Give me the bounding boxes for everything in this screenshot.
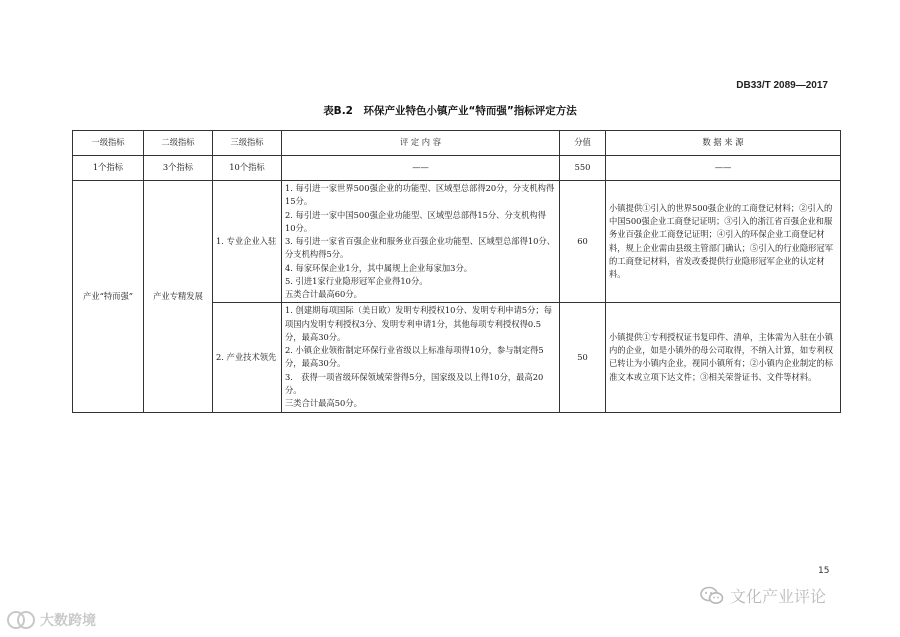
table-row — [73, 181, 841, 303]
summary-level1: 1个指标 — [73, 156, 144, 181]
summary-content: —— — [282, 156, 560, 181]
source-cell — [606, 303, 841, 412]
criterion-cell: 1. 专业企业入驻 — [213, 181, 282, 303]
rule-line: 5. 引进1家行业隐形冠军企业得10分。 — [285, 275, 428, 286]
watermark-logo-icon — [6, 610, 36, 630]
rule-line: 五类合计最高60分。 — [285, 289, 362, 300]
level2-cell: 产业专精发展 — [144, 181, 213, 413]
rule-line: 2. 小镇企业领衔制定环保行业省级以上标准每项得10分，参与制定得5分，最高30分。 — [285, 345, 544, 369]
watermark-left — [6, 610, 96, 630]
watermark-left-text: 大数跨境 — [40, 613, 96, 629]
table-title: 表B.2 环保产业特色小镇产业“特而强”指标评定方法 — [323, 105, 577, 117]
rule-line: 4. 每家环保企业1分，其中属规上企业每家加3分。 — [285, 262, 473, 273]
rule-line: 1. 每引进一家世界500强企业的功能型、区域型总部得20分，分支机构得15分。 — [285, 183, 555, 207]
rule-line: 3. 获得一项省级环保领域荣誉得5分，国家级及以上得10分，最高20分。 — [285, 371, 544, 395]
criterion-cell: 2. 产业技术领先 — [213, 303, 282, 412]
score-cell: 50 — [560, 303, 606, 412]
rule-line: 1. 创建期每项国际（美日欧）发明专利授权10分、发明专利申请5分；每项国内发明专利授权3分、发明专利申请1分，其他每项专利授权得0.5分，最高30分。 — [285, 305, 553, 342]
summary-row — [73, 156, 841, 181]
col-header-level2: 二级指标 — [144, 131, 213, 156]
rules-cell — [282, 303, 560, 412]
col-header-source: 数 据 来 源 — [606, 131, 841, 156]
header-row — [73, 131, 841, 156]
rule-line: 2. 每引进一家中国500强企业功能型、区域型总部得15分、分支机构得10分。 — [285, 209, 546, 233]
rule-line: 三类合计最高50分。 — [285, 398, 362, 409]
level1-cell: 产业“特而强” — [73, 181, 144, 413]
rule-line: 3. 每引进一家省百强企业和服务业百强企业功能型、区域型总部得10分、分支机构得5分。 — [285, 236, 556, 260]
watermark-right — [700, 584, 826, 607]
watermark-right-text: 文化产业评论 — [730, 587, 827, 606]
col-header-level1: 一级指标 — [73, 131, 144, 156]
col-header-content: 评 定 内 容 — [282, 131, 560, 156]
source-text: 小镇提供①引入的世界500强企业的工商登记材料；②引入的中国500强企业工商登记证明；③引入的浙江省百强企业和服务业百强企业工商登记证明；④引入的环保企业工商登记材料，规上企业需由县级主管部门确认；⑤引入的行业隐形冠军的工商登记材料，省发改委提供行业隐形冠军企业的认定材料。 — [609, 202, 834, 280]
summary-level3: 10个指标 — [213, 156, 282, 181]
rules-cell — [282, 181, 560, 303]
summary-level2: 3个指标 — [144, 156, 213, 181]
summary-score: 550 — [560, 156, 606, 181]
col-header-level3: 三级指标 — [213, 131, 282, 156]
standard-code: DB33/T 2089—2017 — [736, 80, 828, 91]
wechat-icon — [700, 586, 724, 606]
source-cell — [606, 181, 841, 303]
summary-source: —— — [606, 156, 841, 181]
indicator-table — [72, 130, 841, 413]
page-number: 15 — [818, 566, 830, 576]
col-header-score: 分值 — [560, 131, 606, 156]
score-cell: 60 — [560, 181, 606, 303]
source-text: 小镇提供①专利授权证书复印件、清单，主体需为入驻在小镇内的企业，如是小镇外的母公司取得，不纳入计算，如专利权已转让为小镇内企业，视同小镇所有；②小镇内企业制定的标准文本或立项下达文件；③相关荣誉证书、文件等材料。 — [609, 331, 834, 382]
